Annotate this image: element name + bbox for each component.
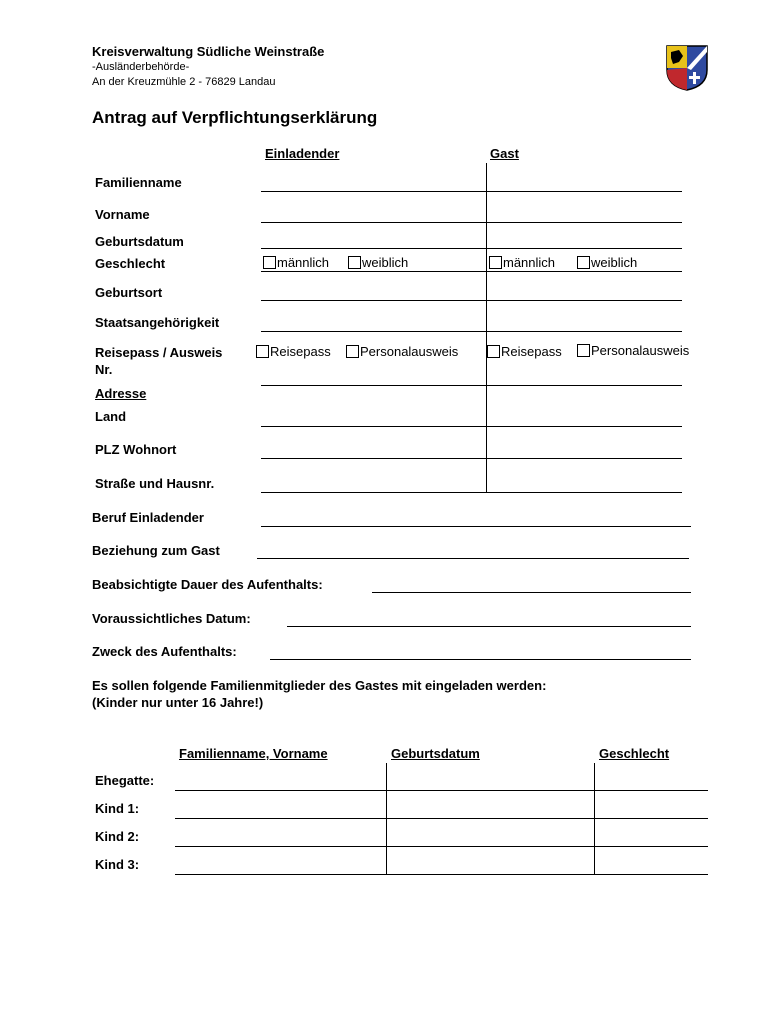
guest-male-option[interactable] bbox=[489, 255, 555, 270]
inviter-vorname-field[interactable] bbox=[261, 222, 486, 223]
label-adresse: Adresse bbox=[95, 386, 147, 401]
label-geschlecht: Geschlecht bbox=[95, 256, 166, 271]
label-geburtsort: Geburtsort bbox=[95, 285, 163, 300]
label-staatsangehoerigkeit: Staatsangehörigkeit bbox=[95, 315, 220, 330]
family-divider-1 bbox=[386, 763, 387, 875]
label-zweck: Zweck des Aufenthalts: bbox=[92, 644, 237, 659]
zweck-field[interactable] bbox=[270, 659, 691, 660]
inviter-geburtsdatum-field[interactable] bbox=[261, 248, 486, 249]
family-row-label-ehegatte: Ehegatte: bbox=[95, 773, 155, 788]
authority-name: Kreisverwaltung Südliche Weinstraße bbox=[92, 44, 325, 59]
beziehung-field[interactable] bbox=[257, 558, 689, 559]
inviter-idcard-label: Personalausweis bbox=[360, 344, 459, 359]
column-divider bbox=[486, 163, 487, 493]
inviter-staatsangehoerigkeit-field[interactable] bbox=[261, 331, 486, 332]
guest-geburtsdatum-field[interactable] bbox=[487, 248, 682, 249]
family-row-ehegatte-field[interactable] bbox=[175, 790, 708, 791]
datum-field[interactable] bbox=[287, 626, 691, 627]
inviter-geschlecht-line bbox=[261, 271, 486, 272]
family-divider-2 bbox=[594, 763, 595, 875]
family-row-label-kind3: Kind 3: bbox=[95, 857, 140, 872]
label-beruf: Beruf Einladender bbox=[92, 510, 204, 525]
inviter-land-field[interactable] bbox=[261, 426, 486, 427]
label-geburtsdatum: Geburtsdatum bbox=[95, 234, 184, 249]
inviter-reisepass-nr-field[interactable] bbox=[261, 385, 486, 386]
guest-passport-checkbox[interactable] bbox=[487, 345, 500, 358]
label-familienname: Familienname bbox=[95, 175, 182, 190]
form-title: Antrag auf Verpflichtungserklärung bbox=[92, 108, 378, 127]
inviter-plz-field[interactable] bbox=[261, 458, 486, 459]
guest-female-label: weiblich bbox=[591, 255, 638, 270]
label-datum: Voraussichtliches Datum: bbox=[92, 611, 251, 626]
guest-female-option[interactable] bbox=[577, 255, 637, 270]
label-reisepass-nr: Nr. bbox=[95, 362, 113, 377]
label-reisepass: Reisepass / Ausweis bbox=[95, 345, 223, 360]
family-row-kind2-field[interactable] bbox=[175, 846, 708, 847]
column-header-guest: Gast bbox=[490, 146, 519, 161]
label-strasse: Straße und Hausnr. bbox=[95, 476, 215, 491]
inviter-male-checkbox[interactable] bbox=[263, 256, 276, 269]
guest-passport-label: Reisepass bbox=[501, 344, 562, 359]
family-intro-line2: (Kinder nur unter 16 Jahre!) bbox=[92, 695, 264, 710]
inviter-passport-checkbox[interactable] bbox=[256, 345, 269, 358]
family-row-label-kind1: Kind 1: bbox=[95, 801, 140, 816]
inviter-male-option[interactable] bbox=[263, 255, 329, 270]
family-intro-line1: Es sollen folgende Familienmitglieder des Gastes mit eingeladen werden: bbox=[92, 678, 547, 693]
label-dauer: Beabsichtigte Dauer des Aufenthalts: bbox=[92, 577, 323, 592]
inviter-male-label: männlich bbox=[277, 255, 330, 270]
authority-address: An der Kreuzmühle 2 - 76829 Landau bbox=[92, 76, 276, 88]
guest-plz-field[interactable] bbox=[487, 458, 682, 459]
label-beziehung: Beziehung zum Gast bbox=[92, 543, 220, 558]
guest-male-checkbox[interactable] bbox=[489, 256, 502, 269]
label-vorname: Vorname bbox=[95, 207, 150, 222]
guest-geburtsort-field[interactable] bbox=[487, 300, 682, 301]
guest-male-label: männlich bbox=[503, 255, 556, 270]
guest-female-checkbox[interactable] bbox=[577, 256, 590, 269]
coat-of-arms-icon bbox=[665, 44, 709, 92]
guest-idcard-checkbox[interactable] bbox=[577, 344, 590, 357]
inviter-idcard-option[interactable] bbox=[346, 344, 458, 359]
label-land: Land bbox=[95, 409, 127, 424]
inviter-female-label: weiblich bbox=[362, 255, 409, 270]
guest-geschlecht-line bbox=[487, 271, 682, 272]
guest-strasse-field[interactable] bbox=[487, 492, 682, 493]
beruf-field[interactable] bbox=[261, 526, 691, 527]
inviter-idcard-checkbox[interactable] bbox=[346, 345, 359, 358]
inviter-strasse-field[interactable] bbox=[261, 492, 486, 493]
guest-vorname-field[interactable] bbox=[487, 222, 682, 223]
family-row-kind1-field[interactable] bbox=[175, 818, 708, 819]
column-header-inviter: Einladender bbox=[265, 146, 340, 161]
family-row-label-kind2: Kind 2: bbox=[95, 829, 140, 844]
inviter-female-option[interactable] bbox=[348, 255, 408, 270]
inviter-geburtsort-field[interactable] bbox=[261, 300, 486, 301]
family-col-gender: Geschlecht bbox=[599, 746, 670, 761]
guest-idcard-option[interactable] bbox=[577, 343, 689, 358]
family-col-birth: Geburtsdatum bbox=[391, 746, 480, 761]
family-col-name: Familienname, Vorname bbox=[179, 746, 328, 761]
label-plz: PLZ Wohnort bbox=[95, 442, 177, 457]
guest-passport-option[interactable] bbox=[487, 344, 562, 359]
guest-staatsangehoerigkeit-field[interactable] bbox=[487, 331, 682, 332]
guest-reisepass-nr-field[interactable] bbox=[487, 385, 682, 386]
inviter-female-checkbox[interactable] bbox=[348, 256, 361, 269]
guest-idcard-label: Personalausweis bbox=[591, 343, 690, 358]
department-name: -Ausländerbehörde- bbox=[92, 61, 190, 73]
guest-familienname-field[interactable] bbox=[487, 191, 682, 192]
guest-land-field[interactable] bbox=[487, 426, 682, 427]
dauer-field[interactable] bbox=[372, 592, 691, 593]
inviter-passport-option[interactable] bbox=[256, 344, 331, 359]
inviter-familienname-field[interactable] bbox=[261, 191, 486, 192]
inviter-passport-label: Reisepass bbox=[270, 344, 331, 359]
family-row-kind3-field[interactable] bbox=[175, 874, 708, 875]
